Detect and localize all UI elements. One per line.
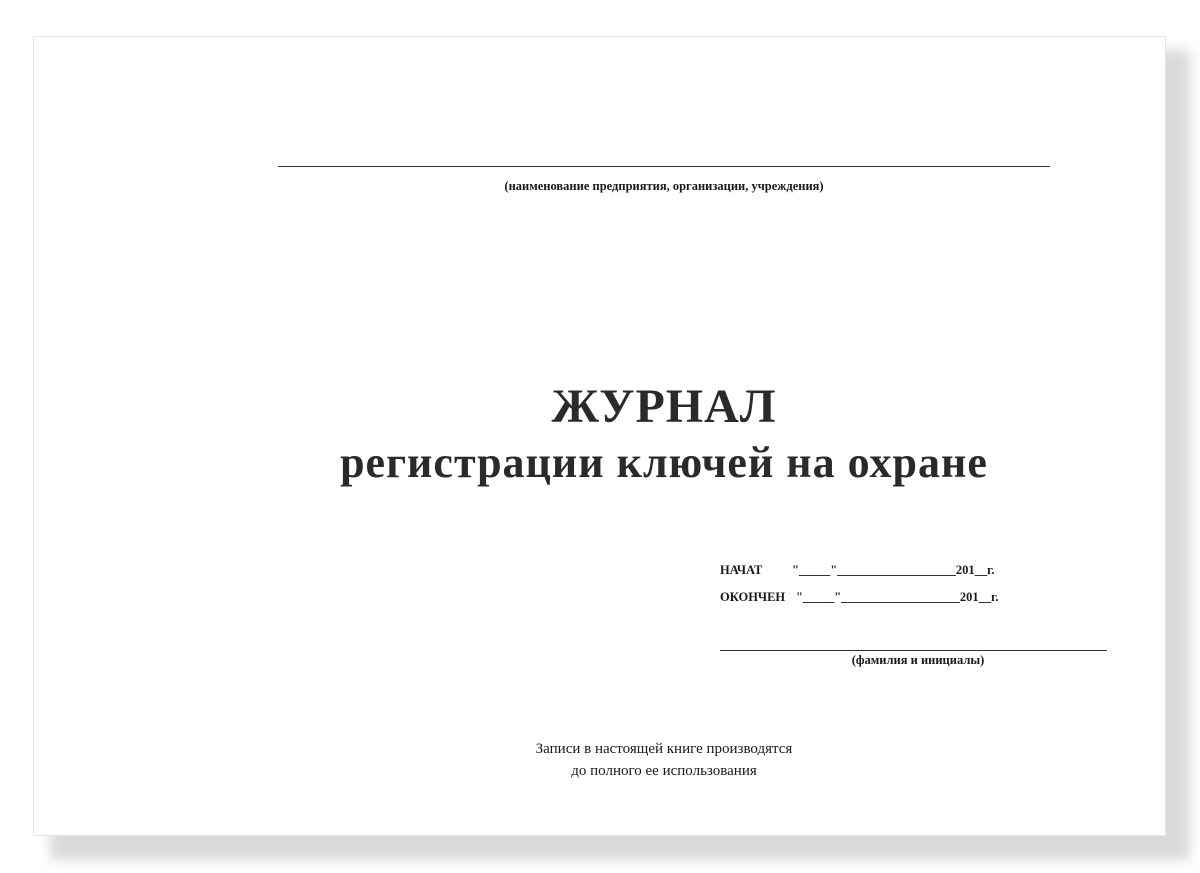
usage-note [414,738,914,782]
signature-line [720,650,1107,651]
end-date-row [720,590,999,605]
start-date-row [720,563,995,578]
signature-caption: (фамилия и инициалы) [851,653,985,667]
journal-title: ЖУРНАЛ [551,380,777,433]
organization-caption: (наименование предприятия, организации, учреждения) [504,179,824,193]
organization-name-line [278,166,1050,167]
end-date-label: ОКОНЧЕН [720,590,786,604]
journal-subtitle: регистрации ключей на охране [340,438,988,487]
start-date-value: "_____"___________________201__г. [792,563,995,577]
start-date-label: НАЧАТ [720,563,763,577]
usage-note-line-2: до полного ее использования [571,763,757,779]
journal-cover-sheet [33,36,1166,836]
end-date-value: "_____"___________________201__г. [796,590,999,604]
usage-note-line-1: Записи в настоящей книге производятся [535,741,793,757]
